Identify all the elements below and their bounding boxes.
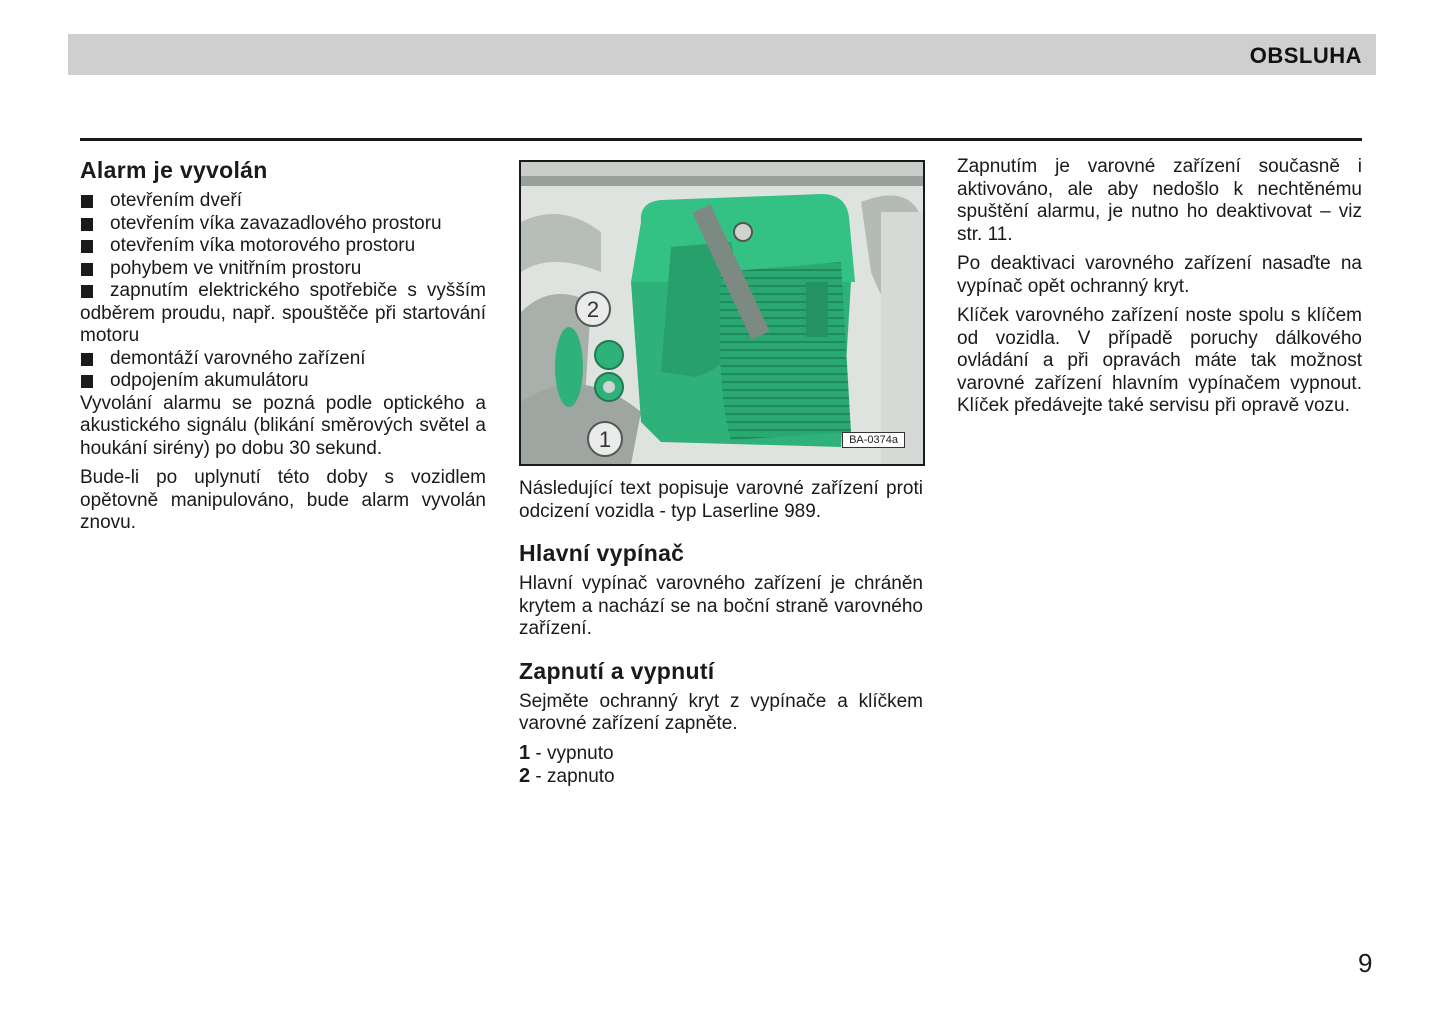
paragraph-on-off: Sejměte ochranný kryt z vypínače a klíčkem varovné zařízení zapněte.	[519, 690, 923, 734]
column-right	[957, 156, 1362, 418]
paragraph-alarm-signal: Vyvolání alarmu se pozná podle optického a akustického signálu (blikání směrových světel a houkání sirény) po dobu 30 sekund.	[80, 392, 486, 459]
paragraph-intro: Následující text popisuje varovné zařízení proti odcizení vozidla - typ Laserline 989.	[519, 478, 923, 522]
bullet-square-icon	[81, 375, 93, 388]
column-middle	[519, 478, 923, 789]
list-item: otevřením víka zavazadlového prostoru	[80, 213, 486, 236]
list-item: pohybem ve vnitřním prostoru	[80, 258, 486, 281]
list-item: demontáží varovného zařízení	[80, 348, 486, 371]
switch-steps	[519, 742, 923, 789]
heading-main-switch: Hlavní vypínač	[519, 540, 685, 566]
callout-2: 2	[586, 297, 600, 322]
list-item: 2 - zapnuto	[519, 765, 615, 787]
heading-alarm: Alarm je vyvolán	[80, 157, 268, 183]
list-item: otevřením dveří	[80, 190, 486, 213]
list-item: zapnutím elektrického spotřebiče s vyšším odběrem proudu, např. spouštěče při startování motoru	[80, 280, 486, 346]
column-left	[80, 156, 486, 535]
section-title: OBSLUHA	[1249, 43, 1362, 68]
alarm-device-illustration	[521, 162, 923, 464]
paragraph-key: Klíček varovného zařízení noste spolu s klíčem od vozidla. V případě poruchy dálkového ovládání a při opravách máte tak možnost varovné zařízení hlavním vypínačem vypnout. Klíček předávejte také servisu při opravě vozu.	[957, 305, 1362, 416]
paragraph-activation: Zapnutím je varovné zařízení současně i aktivováno, ale aby nedošlo k nechtěnému spuštění alarmu, je nutno ho deaktivovat – viz str. 11.	[957, 156, 1362, 245]
horizontal-rule	[80, 138, 1362, 141]
alarm-device-figure	[519, 160, 925, 466]
paragraph-alarm-repeat: Bude-li po uplynutí této doby s vozidlem opětovně manipulováno, bude alarm vyvolán znovu.	[80, 467, 486, 533]
callout-1: 1	[598, 427, 612, 452]
bullet-square-icon	[81, 285, 93, 298]
bullet-square-icon	[81, 263, 93, 276]
trigger-list	[80, 190, 486, 393]
bullet-square-icon	[81, 353, 93, 366]
figure-code: BA-0374a	[842, 432, 905, 448]
list-item: odpojením akumulátoru	[80, 370, 486, 393]
bullet-square-icon	[81, 218, 93, 231]
bullet-square-icon	[81, 195, 93, 208]
list-item: otevřením víka motorového prostoru	[80, 235, 486, 258]
bullet-square-icon	[81, 240, 93, 253]
paragraph-main-switch: Hlavní vypínač varovného zařízení je chráněn krytem a nachází se na boční straně varovného zařízení.	[519, 573, 923, 639]
page-number: 9	[1358, 948, 1373, 978]
list-item: 1 - vypnuto	[519, 741, 614, 764]
paragraph-cover: Po deaktivaci varovného zařízení nasaďte na vypínač opět ochranný kryt.	[957, 253, 1362, 297]
heading-on-off: Zapnutí a vypnutí	[519, 657, 715, 684]
header-bar	[68, 34, 1376, 75]
